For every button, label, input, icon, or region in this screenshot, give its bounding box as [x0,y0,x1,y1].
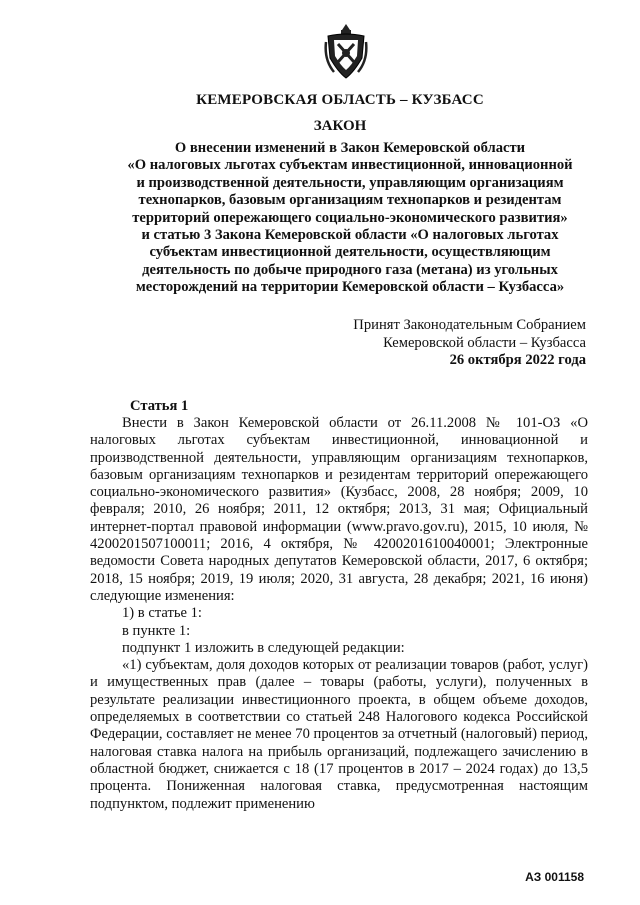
title-line: технопарков, базовым организациям технопарков и резидентам [138,192,562,209]
title-line: и статью 3 Закона Кемеровской области «О налоговых льготах [141,227,559,244]
article-heading: Статья 1 [130,398,189,414]
coat-of-arms-icon [324,22,368,82]
paragraph: «1) субъектам, доля доходов которых от реализации товаров (работ, услуг) и имущественных прав (далее – товары (работы, услуги), полученных в результате реализации инвестиционного проекта, в общем объеме доходов, определяемых в соответствии со статьей 248 Налогового кодекса Российской Федерации, составляет не менее 70 процентов за отчетный (налоговый) период, налоговая ставка налога на прибыль организаций, подлежащего зачислению в областной бюджет, снижается с 18 (17 процентов в 2017 – 2024 годах) до 13,5 процента. Пониженная налоговая ставка, предусмотренная настоящим подпунктом, подлежит применению [90,657,588,812]
title-line: деятельность по добыче природного газа (метана) из угольных [142,261,558,278]
title-line: субъектам инвестиционной деятельности, осуществляющим [149,244,551,261]
title-line: О внесении изменений в Закон Кемеровской области [174,140,526,156]
article-body [90,415,588,813]
adopted-by: Принят Законодательным Собранием [353,317,586,333]
document-type: ЗАКОН [313,118,367,134]
paragraph: Внести в Закон Кемеровской области от 26.11.2008 № 101-ОЗ «О налоговых льготах субъектам инвестиционной, инновационной и производственной деятельности, управляющим организациям технопарков, базовым организациям технопарков и резидентам территорий опережающего социально-экономического развития» (Кузбасс, 2008, 28 ноября; 2009, 10 февраля; 2010, 26 ноября; 2011, 12 октября; 2013, 31 мая; Официальный интернет-портал правовой информации (www.pravo.gov.ru), 2015, 10 июля, № 4200201507100011; 2016, 4 октября, № 4200201610040001; Электронные ведомости Совета народных депутатов Кемеровской области, 2017, 6 октября; 2018, 15 ноября; 2019, 19 июля; 2020, 31 августа, 28 декабря; 2021, 16 июня) следующие изменения: [90,415,588,604]
title-line: территорий опережающего социально-экономического развития» [132,209,568,226]
paragraph: в пункте 1: [122,622,191,639]
law-title [80,140,620,297]
paragraph: 1) в статье 1: [122,605,202,622]
title-line: месторождений на территории Кемеровской области – Кузбасса» [135,279,565,296]
title-line: и производственной деятельности, управляющим организациям [136,174,564,191]
title-line: «О налоговых льготах субъектам инвестиционной, инновационной [127,157,573,174]
document-code: АЗ 001158 [525,870,584,884]
adoption-block [353,317,586,370]
paragraph: подпункт 1 изложить в следующей редакции: [122,639,405,656]
adoption-date: 26 октября 2022 года [449,352,586,368]
adopted-body: Кемеровской области – Кузбасса [383,334,586,351]
region-title: КЕМЕРОВСКАЯ ОБЛАСТЬ – КУЗБАСС [196,92,484,108]
